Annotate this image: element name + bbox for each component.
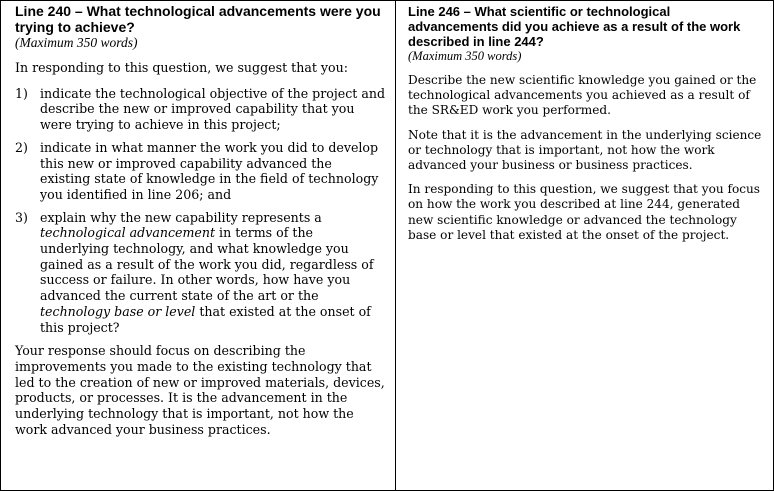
list-item-text-part: explain why the new capability represents a bbox=[40, 209, 322, 225]
line-240-closing: Your response should focus on describing the improvements you made to the existing technology that led to the creation of new or improved materials, devices, products, or processes. It is the advancement in the underlying technology that is important, not how the work advanced your business practices. bbox=[15, 343, 385, 437]
line-246-paragraph: Note that it is the advancement in the underlying science or technology that is important, not how the work advanced your business or business practices. bbox=[408, 127, 762, 173]
line-246-word-limit: (Maximum 350 words) bbox=[408, 49, 522, 63]
line-246-heading: Line 246 – What scientific or technological advancements did you achieve as a result of the work described in line 244? bbox=[408, 4, 741, 49]
list-item-text-part: in terms of the underlying technology, and what knowledge you gained as a result of the work you did, regardless of success or failure. In other words, how have you advanced the current state of the art or the bbox=[40, 225, 374, 304]
list-item-text bbox=[40, 210, 385, 336]
emphasis-technology-base: technology base or level bbox=[40, 303, 196, 319]
list-item-number: 1) bbox=[15, 85, 28, 101]
line-246-column bbox=[396, 1, 773, 490]
list-item bbox=[15, 86, 385, 133]
list-item-number: 2) bbox=[15, 139, 28, 155]
list-item bbox=[15, 140, 385, 203]
line-240-word-limit: (Maximum 350 words) bbox=[15, 35, 138, 50]
emphasis-technological-advancement: technological advancement bbox=[40, 225, 216, 241]
line-246-paragraph: Describe the new scientific knowledge you gained or the technological advancements you achieved as a result of the SR&ED work you performed. bbox=[408, 73, 757, 118]
line-240-column bbox=[1, 1, 396, 490]
suggestion-list bbox=[15, 86, 385, 336]
line-240-intro: In responding to this question, we suggest that you: bbox=[15, 60, 348, 75]
list-item-text-part: that existed at the onset of this project? bbox=[40, 303, 371, 335]
line-246-paragraph: In responding to this question, we suggest that you focus on how the work you described at line 244, generated new scientific knowledge or advanced the technology base or level that existed at the onset of the project. bbox=[408, 182, 761, 242]
line-240-heading: Line 240 – What technological advancements were you trying to achieve? bbox=[15, 3, 381, 35]
list-item-number: 3) bbox=[15, 209, 28, 225]
list-item bbox=[15, 210, 385, 336]
list-item-text: indicate the technological objective of the project and describe the new or improved capability that you were trying to achieve in this project; bbox=[40, 85, 386, 133]
list-item-text: indicate in what manner the work you did to develop this new or improved capability advanced the existing state of knowledge in the field of technology you identified in line 206; and bbox=[40, 139, 379, 202]
